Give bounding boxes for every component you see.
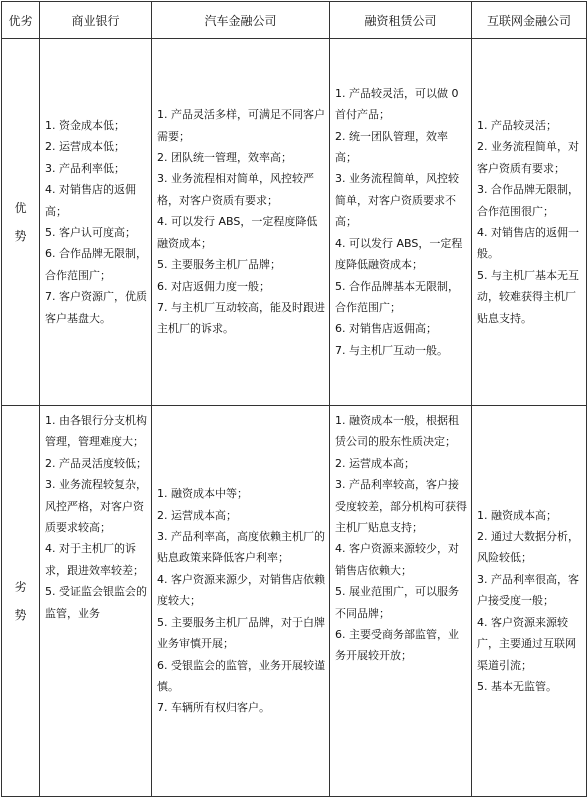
list-item: 1. 产品较灵活，可以做 0 首付产品； [335,86,459,122]
comparison-table [1,1,587,797]
disadvantage-leasing-cell [330,406,472,797]
header-col-auto-finance: 汽车金融公司 [152,2,330,39]
advantage-internet-cell [472,39,587,406]
list-item: 4. 客户资源来源少，对销售店依赖度较大； [157,572,325,608]
list-item: 5. 主要服务主机厂品牌； [157,258,281,272]
header-col-financial-leasing: 融资租赁公司 [330,2,472,39]
list-item: 7. 客户资源广，优质客户基盘大。 [45,290,147,325]
row-label-char: 势 [14,229,27,243]
list-item: 1. 资金成本低； [45,118,125,132]
list-item: 3. 产品利率低； [45,161,125,175]
list-item: 7. 车辆所有权归客户。 [157,701,270,715]
list-item: 6. 主要受商务部监管，业务开展较开放； [335,628,459,663]
advantage-auto-finance-cell [152,39,330,406]
list-item: 2. 统一团队管理，效率高； [335,129,448,165]
header-col-pros-cons: 优劣 [2,2,40,39]
list-item: 3. 产品利率高，高度依赖主机厂的贴息政策来降低客户利率； [157,530,325,565]
list-item: 4. 客户资源来源较少，对销售店依赖大； [335,542,459,577]
list-item: 1. 融资成本高； [477,508,557,522]
list-item: 1. 融资成本中等； [157,487,248,501]
list-item: 2. 运营成本高； [157,508,237,522]
list-item: 1. 由各银行分支机构管理，管理难度大； [45,414,147,449]
list-item: 3. 合作品牌无限制，合作范围很广； [477,183,579,218]
list-item: 4. 可以发行 ABS，一定程度降低融资成本； [157,215,318,250]
header-row [2,2,587,39]
disadvantage-auto-finance-cell [152,406,330,797]
list-item: 4. 对销售店的返佣一般。 [477,226,579,261]
list-item: 5. 客户认可度高； [45,226,136,239]
list-item: 2. 通过大数据分析，风险较低； [477,530,579,565]
list-item: 5. 基本无监管。 [477,679,557,693]
list-item: 4. 可以发行 ABS，一定程度降低融资成本； [335,236,463,272]
list-item: 2. 业务流程简单，对客户资质有要求； [477,140,579,175]
disadvantage-row [2,406,587,797]
list-item: 1. 产品较灵活； [477,118,557,132]
list-item: 5. 合作品牌基本无限制，合作范围广； [335,279,459,314]
row-label-char: 优 [14,201,27,215]
list-item: 2. 运营成本低； [45,140,125,154]
list-item: 6. 受银监会的监管，业务开展较谨慎。 [157,658,325,693]
row-label-char: 势 [14,608,27,622]
list-item: 6. 合作品牌无限制，合作范围广； [45,247,147,282]
advantage-bank-cell [40,39,152,406]
disadvantage-row-label [2,406,40,797]
list-item: 3. 产品利率较高，客户接受度较差，部分机构可获得主机厂贴息支持； [335,478,467,535]
disadvantage-internet-cell [472,406,587,797]
list-item: 5. 展业范围广，可以服务不同品牌； [335,585,459,620]
advantage-row [2,39,587,406]
list-item: 3. 业务流程较复杂，风控严格，对客户资质要求较高； [45,478,147,535]
list-item: 3. 产品利率很高，客户接受度一般； [477,572,579,608]
list-item: 6. 对销售店返佣高； [335,322,437,336]
list-item: 5. 主要服务主机厂品牌，对于白牌业务审慎开展； [157,615,325,651]
advantage-leasing-cell [330,39,472,406]
list-item: 2. 运营成本高； [335,456,415,470]
list-item: 4. 客户资源来源较广，主要通过互联网渠道引流； [477,615,576,672]
disadvantage-bank-cell [40,406,152,797]
list-item: 1. 融资成本一般，根据租赁公司的股东性质决定； [335,414,459,449]
header-col-internet-finance: 互联网金融公司 [472,2,587,39]
list-item: 2. 团队统一管理，效率高； [157,151,292,165]
row-label-char: 劣 [14,580,27,594]
list-item: 7. 与主机厂互动一般。 [335,343,448,357]
list-item: 6. 对店返佣力度一般； [157,279,270,293]
list-item: 2. 产品灵活度较低； [45,456,147,470]
list-item: 4. 对销售店的返佣高； [45,183,136,218]
header-col-commercial-bank: 商业银行 [40,2,152,39]
advantage-row-label [2,39,40,406]
list-item: 7. 与主机厂互动较高，能及时跟进主机厂的诉求。 [157,300,325,336]
list-item: 3. 业务流程简单，风控较简单，对客户资质要求不高； [335,172,459,229]
list-item: 1. 产品灵活多样，可满足不同客户需要； [157,108,325,143]
list-item: 3. 业务流程相对简单，风控较严格，对客户资质有要求； [157,172,314,207]
list-item: 4. 对于主机厂的诉求，跟进效率较差； [45,542,144,577]
list-item: 5. 受证监会银监会的监管，业务 [45,585,147,620]
list-item: 5. 与主机厂基本无互动，较难获得主机厂贴息支持。 [477,268,579,325]
